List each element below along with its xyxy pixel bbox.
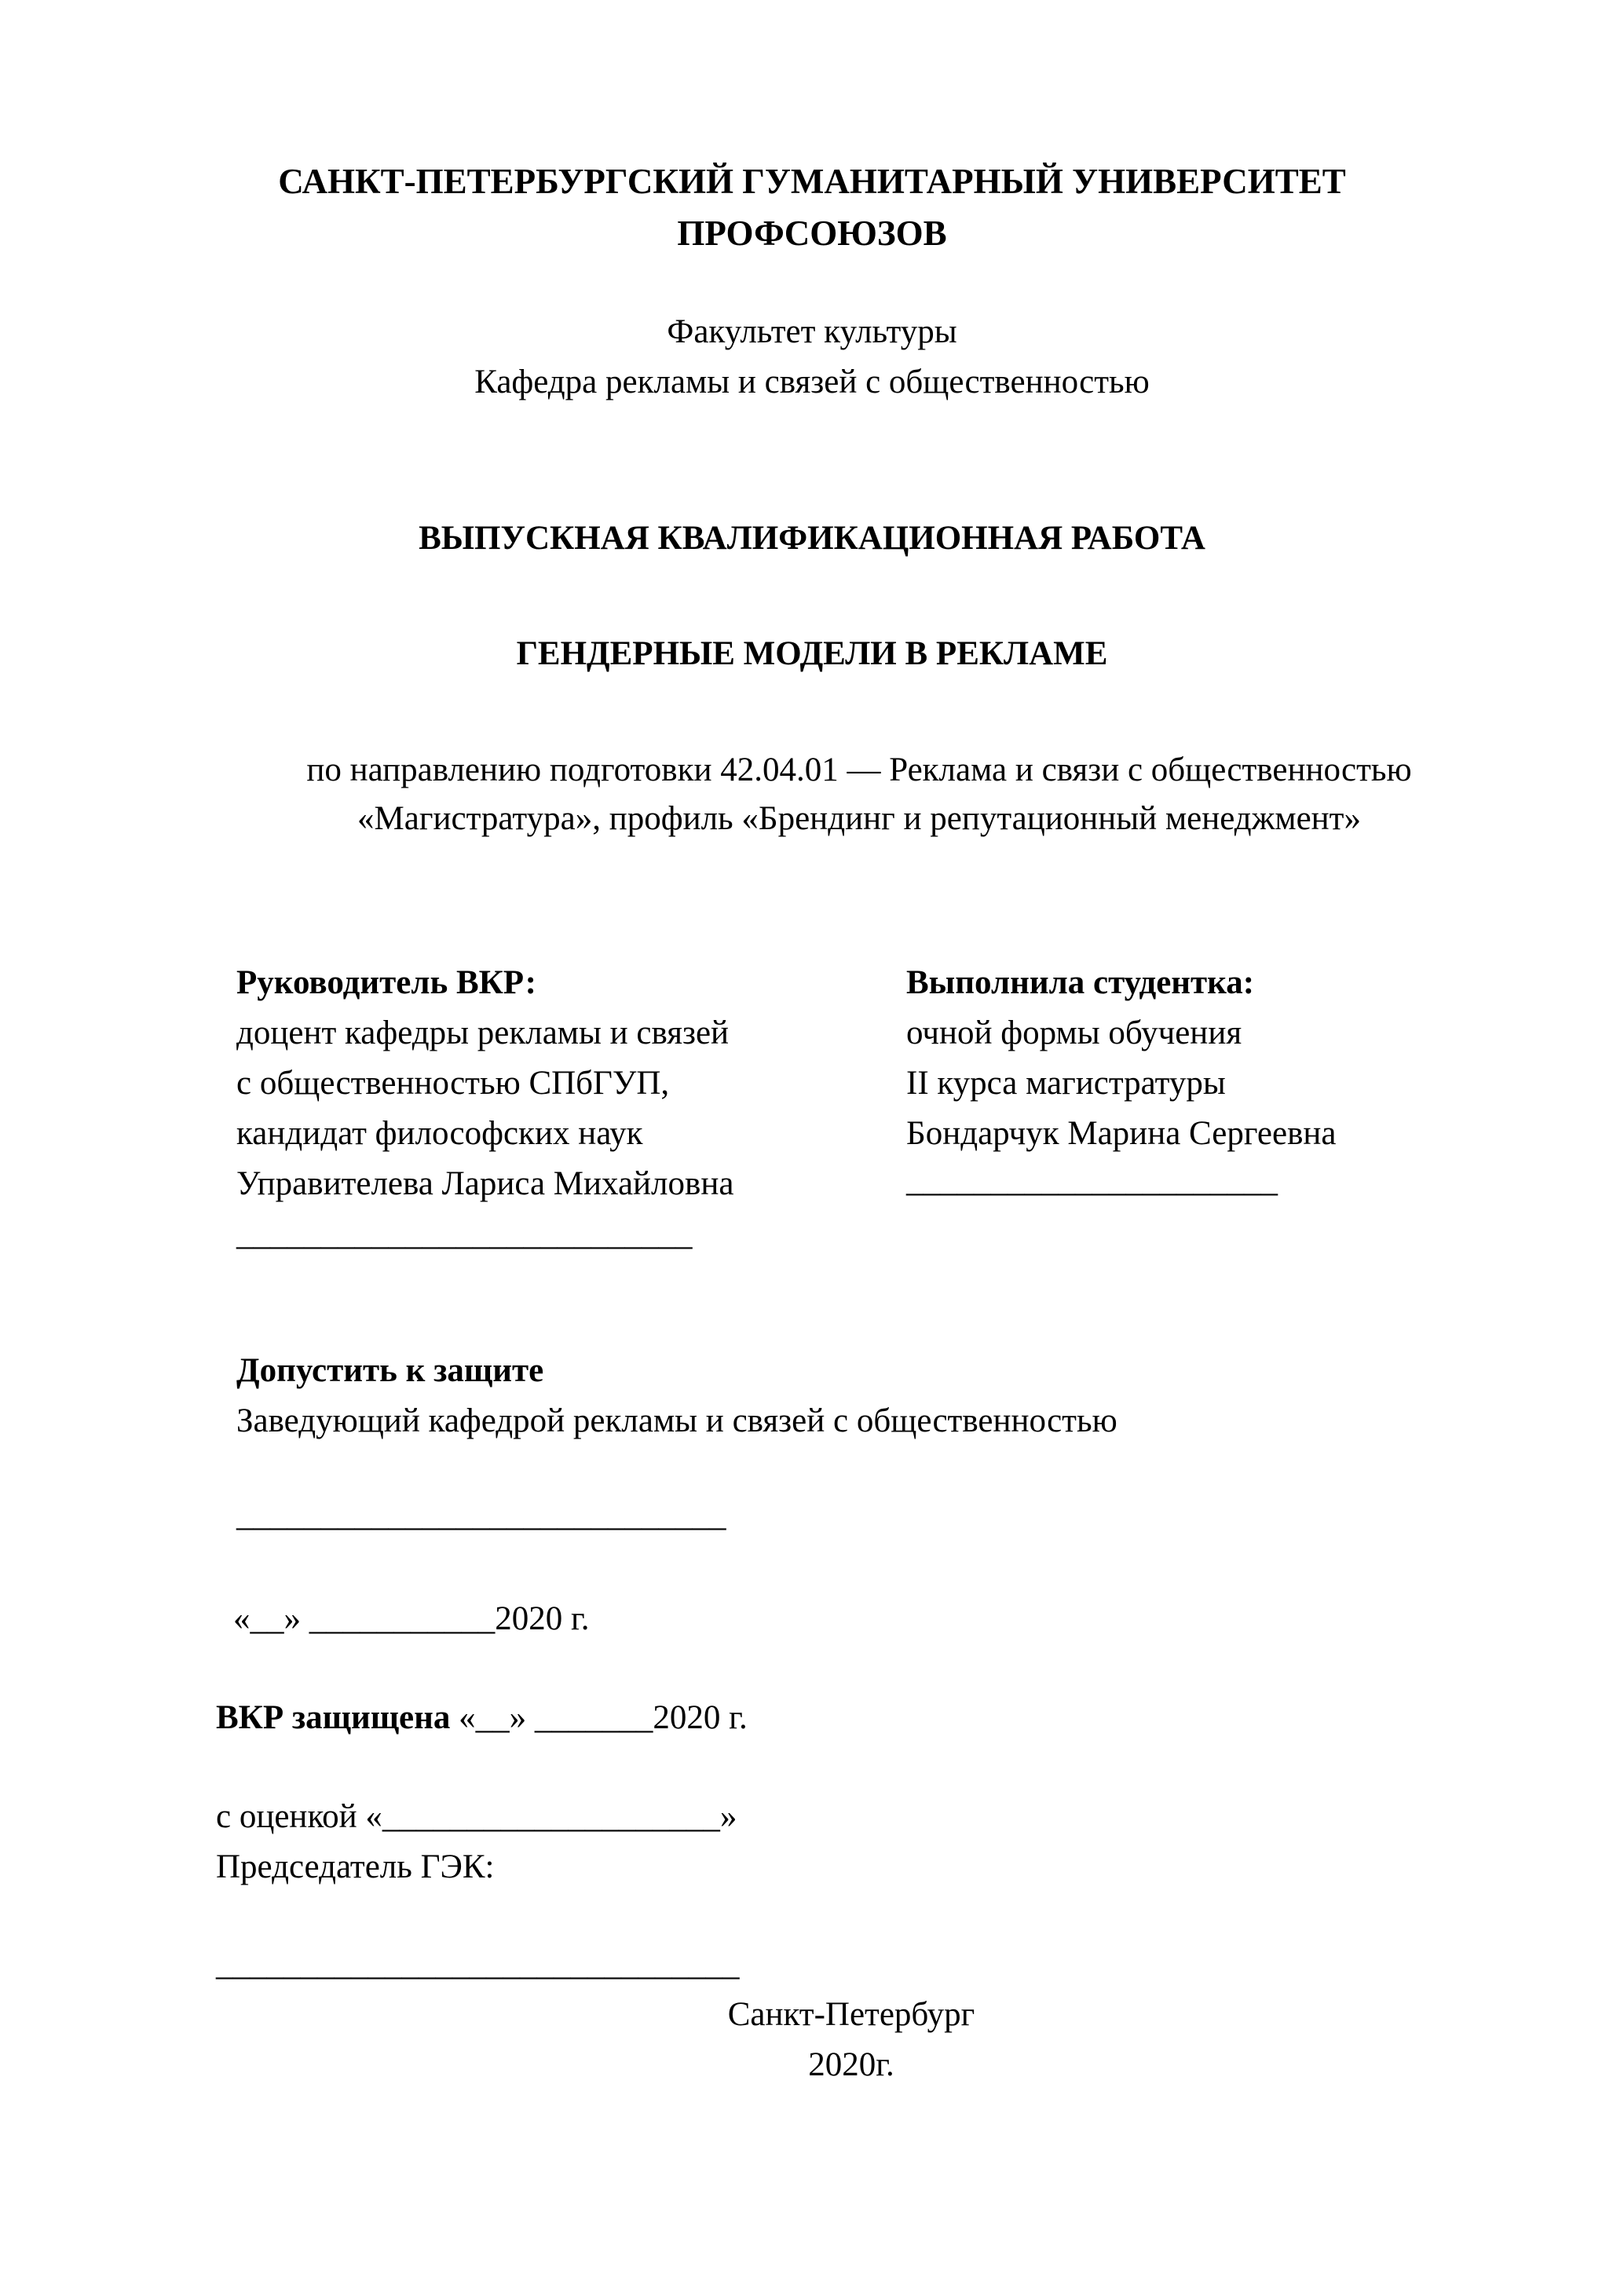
work-title: ГЕНДЕРНЫЕ МОДЕЛИ В РЕКЛАМЕ <box>516 635 1108 672</box>
grade-line: с оценкой «____________________» <box>216 1798 737 1835</box>
year: 2020г. <box>808 2046 894 2083</box>
chair-signature-line: _______________________________ <box>216 1946 740 1983</box>
admission-heading: Допустить к защите <box>236 1352 544 1389</box>
student-line: Бондарчук Марина Сергеевна <box>906 1115 1337 1152</box>
city: Санкт-Петербург <box>727 1996 975 2033</box>
supervisor-line: с общественностью СПбГУП, <box>236 1065 670 1102</box>
direction-line1: по направлению подготовки 42.04.01 — Реклама и связи с общественностью <box>306 751 1412 788</box>
direction-line2: «Магистратура», профиль «Брендинг и репутационный менеджмент» <box>357 800 1361 837</box>
university-name-line2: ПРОФСОЮЗОВ <box>677 214 947 253</box>
admission-signature-line: _____________________________ <box>236 1497 726 1534</box>
student-line: II курса магистратуры <box>906 1065 1226 1102</box>
admission-date: «__» ___________2020 г. <box>233 1600 590 1637</box>
work-type: ВЫПУСКНАЯ КВАЛИФИКАЦИОННАЯ РАБОТА <box>419 520 1205 557</box>
supervisor-signature-line: ___________________________ <box>236 1216 693 1252</box>
defense-label: ВКР защищена <box>216 1699 451 1736</box>
head-of-department: Заведующий кафедрой рекламы и связей с общественностью <box>236 1402 1117 1439</box>
faculty: Факультет культуры <box>667 313 957 350</box>
supervisor-line: кандидат философских наук <box>236 1115 643 1152</box>
student-line: очной формы обучения <box>906 1015 1242 1051</box>
defense-line <box>216 1693 748 1743</box>
supervisor-line: доцент кафедры рекламы и связей <box>236 1015 730 1051</box>
student-heading: Выполнила студентка: <box>906 964 1255 1001</box>
supervisor-line: Управителева Лариса Михайловна <box>236 1165 734 1202</box>
supervisor-heading: Руководитель ВКР: <box>236 964 536 1001</box>
university-name-line1: САНКТ-ПЕТЕРБУРГСКИЙ ГУМАНИТАРНЫЙ УНИВЕРСИТЕТ <box>278 162 1346 201</box>
commission-chair: Председатель ГЭК: <box>216 1848 495 1885</box>
department: Кафедра рекламы и связей с общественностью <box>474 364 1150 400</box>
defense-date: «__» _______2020 г. <box>450 1699 748 1736</box>
student-signature-line: ______________________ <box>906 1162 1278 1199</box>
